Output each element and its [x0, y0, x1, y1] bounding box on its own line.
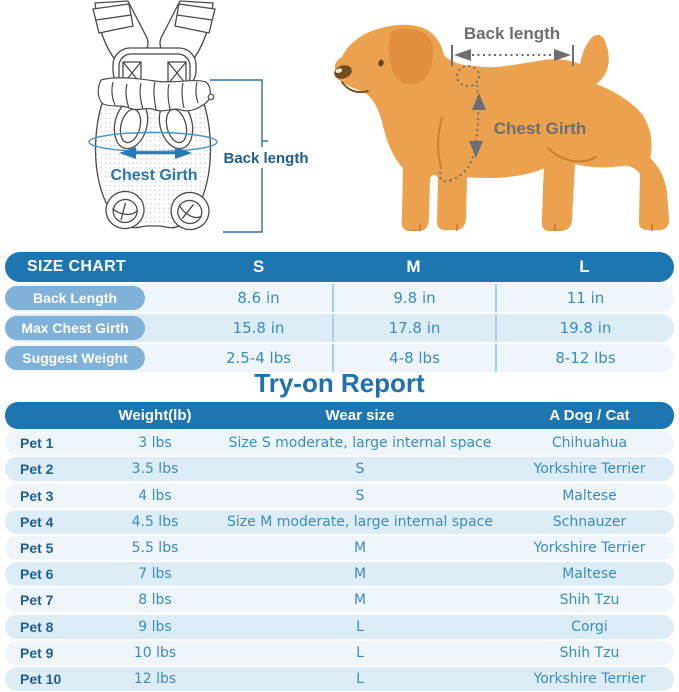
pet-label: Pet 8 — [20, 618, 54, 635]
cell-weight: 7 lbs — [138, 566, 172, 583]
column-header-weight: Weight(lb) — [118, 407, 192, 424]
cell-wear-size: S — [355, 487, 365, 504]
cell-wear-size: M — [353, 592, 367, 609]
cell-wear-size: Size S moderate, large internal space — [228, 435, 492, 452]
dog-chest-girth-label: Chest Girth — [493, 119, 587, 138]
row-label-pill: Suggest Weight — [5, 346, 145, 370]
tryon-row — [5, 615, 674, 639]
pet-label: Pet 2 — [20, 461, 54, 478]
cell-weight: 5.5 lbs — [131, 539, 179, 556]
carrier-ruffle — [98, 78, 214, 111]
dog-diagram — [330, 0, 679, 252]
carrier-chest-girth-label: Chest Girth — [110, 167, 198, 184]
size-chart-header — [5, 252, 674, 282]
cell-breed: Chihuahua — [551, 435, 628, 452]
tryon-row — [5, 562, 674, 586]
pet-label: Pet 9 — [20, 644, 54, 661]
cell-breed: Schnauzer — [552, 513, 627, 530]
pet-label: Pet 3 — [20, 487, 54, 504]
column-header-l: L — [579, 257, 590, 276]
size-chart-title: SIZE CHART — [27, 258, 126, 275]
cell-breed: Shih Tzu — [559, 592, 620, 609]
tryon-report-title: Try-on Report — [254, 368, 425, 398]
cell-value: 15.8 in — [232, 319, 285, 337]
cell-weight: 12 lbs — [133, 670, 177, 687]
size-chart-row-max-chest-girth — [5, 314, 674, 342]
cell-value: 17.8 in — [332, 314, 495, 342]
pet-label: Pet 1 — [20, 435, 54, 452]
cell-value: 9.8 in — [332, 284, 495, 312]
cell-breed: Corgi — [571, 618, 608, 635]
cell-value: 8.6 in — [237, 289, 280, 307]
cell-weight: 3.5 lbs — [131, 461, 179, 478]
cell-value: 11 in — [495, 284, 674, 312]
carrier-back-length-annotation — [210, 80, 309, 232]
cell-wear-size: L — [356, 670, 364, 687]
cell-value: 8-12 lbs — [495, 344, 674, 372]
cell-value: 2.5-4 lbs — [225, 349, 292, 367]
cell-value: 19.8 in — [495, 314, 674, 342]
cell-wear-size: L — [356, 618, 364, 635]
cell-wear-size: L — [356, 644, 364, 661]
cell-weight: 9 lbs — [138, 618, 172, 635]
cell-weight: 4.5 lbs — [131, 513, 179, 530]
cell-breed: Yorkshire Terrier — [533, 670, 646, 687]
row-label-pill: Back Length — [5, 286, 145, 310]
cell-breed: Yorkshire Terrier — [533, 539, 646, 556]
cell-breed: Maltese — [562, 487, 617, 504]
tryon-row — [5, 588, 674, 612]
tryon-row — [5, 536, 674, 560]
carrier-diagram — [55, 0, 325, 252]
pet-label: Pet 10 — [20, 670, 62, 687]
size-chart-row-back-length — [5, 284, 674, 312]
pet-label: Pet 7 — [20, 592, 54, 609]
column-header-dog-cat: A Dog / Cat — [549, 407, 630, 424]
dog-back-length-annotation — [452, 24, 573, 66]
dog-back-length-label: Back length — [463, 24, 561, 43]
tryon-report-table — [0, 402, 679, 691]
tryon-row — [5, 457, 674, 481]
cell-wear-size: M — [353, 539, 367, 556]
cell-weight: 3 lbs — [138, 435, 172, 452]
cell-wear-size: M — [353, 566, 367, 583]
cell-breed: Shih Tzu — [559, 644, 620, 661]
column-header-wear-size: Wear size — [325, 407, 395, 424]
cell-wear-size: Size M moderate, large internal space — [227, 513, 493, 530]
tryon-row — [5, 484, 674, 508]
measurement-illustrations — [0, 0, 679, 252]
cell-value: 4-8 lbs — [332, 344, 495, 372]
column-header-m: M — [406, 257, 421, 276]
cell-weight: 10 lbs — [133, 644, 177, 661]
pet-label: Pet 6 — [20, 566, 54, 583]
cell-weight: 4 lbs — [138, 487, 172, 504]
tryon-row — [5, 510, 674, 534]
tryon-row — [5, 431, 674, 455]
carrier-back-length-label: Back length — [223, 150, 309, 167]
cell-breed: Yorkshire Terrier — [533, 461, 646, 478]
cell-weight: 8 lbs — [138, 592, 172, 609]
size-chart-table — [0, 252, 679, 372]
cell-wear-size: S — [355, 461, 365, 478]
column-header-s: S — [252, 257, 265, 276]
row-label-pill: Max Chest Girth — [5, 316, 145, 340]
pet-label: Pet 5 — [20, 539, 54, 556]
pet-label: Pet 4 — [20, 513, 54, 530]
tryon-header — [5, 402, 674, 429]
tryon-row — [5, 641, 674, 665]
cell-breed: Maltese — [562, 566, 617, 583]
tryon-row — [5, 667, 674, 691]
